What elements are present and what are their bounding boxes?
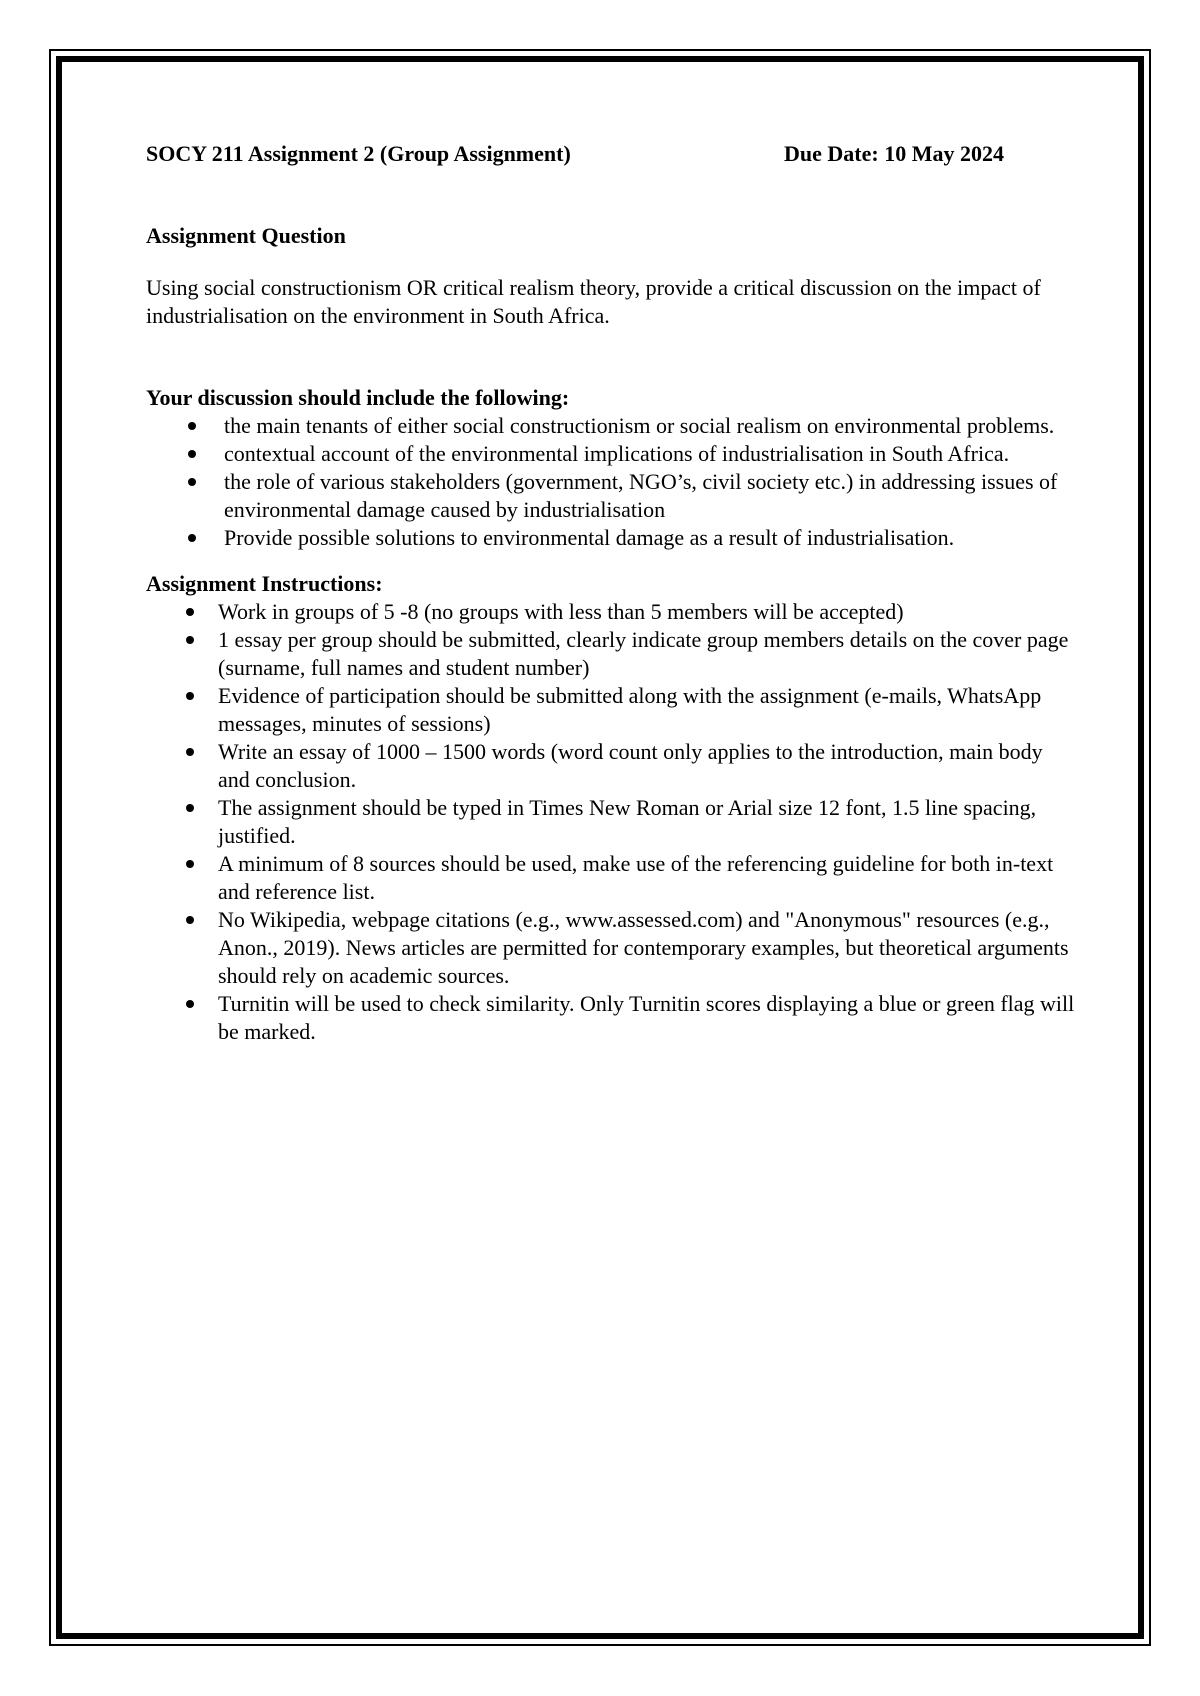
instructions-list: [146, 598, 1076, 1046]
list-item: Write an essay of 1000 – 1500 words (word count only applies to the introduction, main body and conclusion.: [146, 738, 1076, 794]
document-header: [146, 140, 1076, 170]
bullet-icon: [188, 422, 196, 430]
bullet-icon: [186, 636, 194, 644]
bullet-icon: [186, 860, 194, 868]
bullet-icon: [186, 692, 194, 700]
list-item: Turnitin will be used to check similarity. Only Turnitin scores displaying a blue or green flag will be marked.: [146, 990, 1076, 1046]
list-item: the role of various stakeholders (government, NGO’s, civil society etc.) in addressing issues of environmental damage caused by industrialisation: [146, 468, 1076, 524]
list-item: contextual account of the environmental implications of industrialisation in South Africa.: [146, 440, 1076, 468]
list-item: 1 essay per group should be submitted, clearly indicate group members details on the cover page (surname, full names and student number): [146, 626, 1076, 682]
list-item: Provide possible solutions to environmental damage as a result of industrialisation.: [146, 524, 1076, 552]
document-body: [146, 140, 1076, 1046]
list-item: A minimum of 8 sources should be used, make use of the referencing guideline for both in-text and reference list.: [146, 850, 1076, 906]
bullet-icon: [186, 748, 194, 756]
bullet-icon: [188, 478, 196, 486]
bullet-icon: [186, 916, 194, 924]
list-item: Work in groups of 5 -8 (no groups with less than 5 members will be accepted): [146, 598, 1076, 626]
bullet-icon: [188, 534, 196, 542]
instructions-heading: Assignment Instructions:: [146, 571, 383, 596]
list-item: The assignment should be typed in Times New Roman or Arial size 12 font, 1.5 line spacing, justified.: [146, 794, 1076, 850]
question-text: Using social constructionism OR critical realism theory, provide a critical discussion on the impact of industrialisation on the environment in South Africa.: [146, 275, 1041, 328]
question-heading: Assignment Question: [146, 223, 346, 248]
bullet-icon: [186, 804, 194, 812]
list-item: Evidence of participation should be submitted along with the assignment (e-mails, WhatsApp messages, minutes of sessions): [146, 682, 1076, 738]
due-date: Due Date: 10 May 2024: [784, 141, 1004, 166]
discussion-heading: Your discussion should include the following:: [146, 385, 570, 410]
list-item: No Wikipedia, webpage citations (e.g., www.assessed.com) and "Anonymous" resources (e.g., Anon., 2019). News articles are permitted for contemporary examples, but theoretical arguments should rely on academic sources.: [146, 906, 1076, 990]
bullet-icon: [186, 608, 194, 616]
bullet-icon: [186, 1000, 194, 1008]
assignment-title: SOCY 211 Assignment 2 (Group Assignment): [146, 141, 571, 166]
discussion-list: [146, 412, 1076, 552]
bullet-icon: [188, 450, 196, 458]
list-item: the main tenants of either social constructionism or social realism on environmental problems.: [146, 412, 1076, 440]
